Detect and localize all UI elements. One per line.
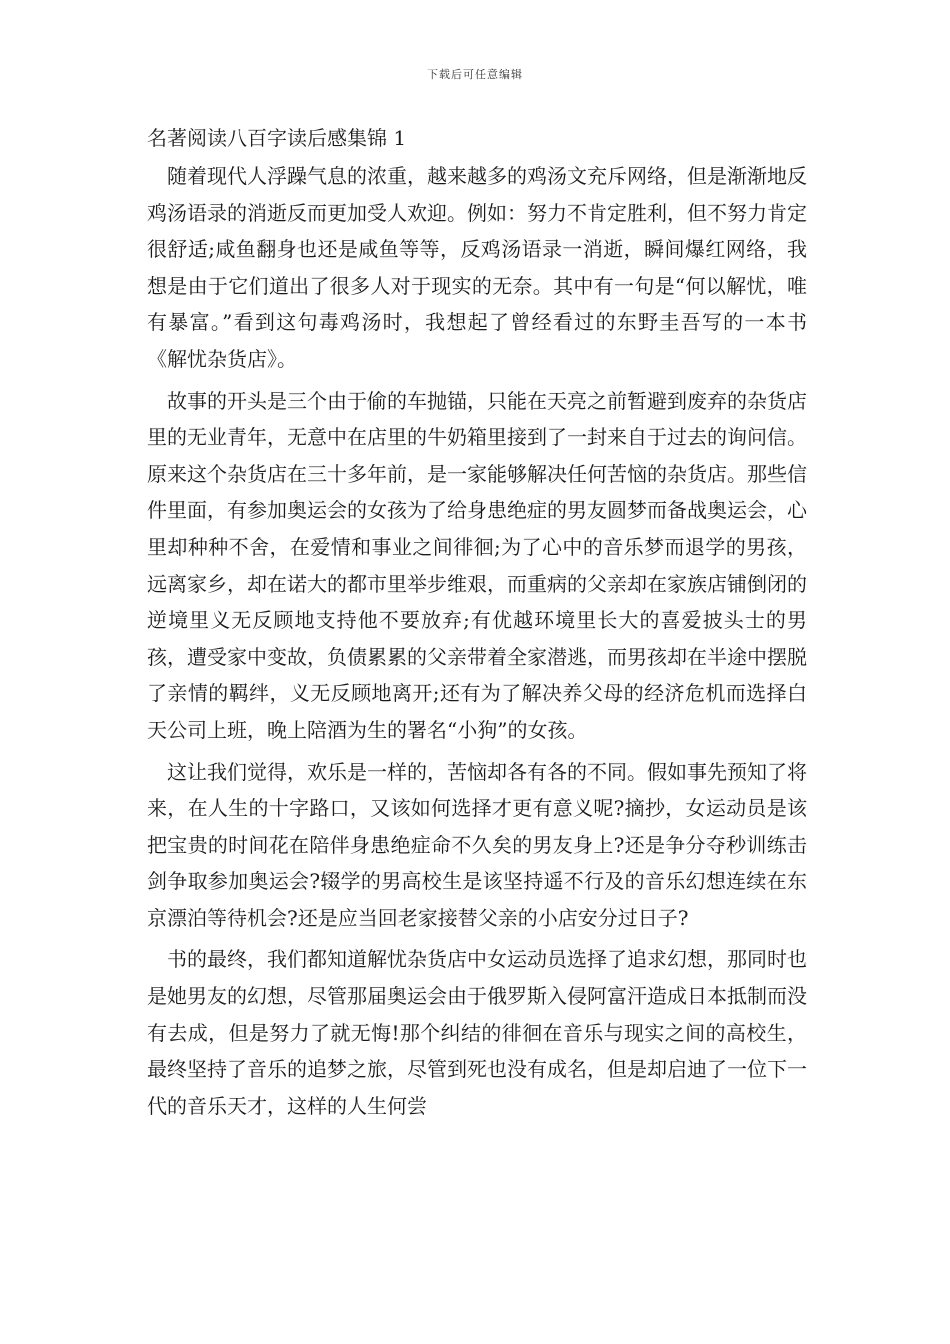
header-note: 下载后可任意编辑 <box>427 68 523 81</box>
document-title: 名著阅读八百字读后感集锦 1 <box>147 126 407 150</box>
paragraph: 故事的开头是三个由于偷的车抛锚，只能在天亮之前暂避到废弃的杂货店里的无业青年，无意中在店里的牛奶箱里接到了一封来自于过去的询问信。原来这个杂货店在三十多年前，是一家能够解决任何苦恼的杂货店。那些信件里面，有参加奥运会的女孩为了给身患绝症的男友圆梦而备战奥运会，心里却种种不舍，在爱情和事业之间徘徊;为了心中的音乐梦而退学的男孩，远离家乡，却在诺大的都市里举步维艰，而重病的父亲却在家族店铺倒闭的逆境里义无反顾地支持他不要放弃;有优越环境里长大的喜爱披头士的男孩，遭受家中变故，负债累累的父亲带着全家潜逃，而男孩却在半途中摆脱了亲情的羁绊，义无反顾地离开;还有为了解决养父母的经济危机而选择白天公司上班，晚上陪酒为生的署名“小狗”的女孩。 <box>147 388 807 742</box>
paragraph: 这让我们觉得，欢乐是一样的，苦恼却各有各的不同。假如事先预知了将来，在人生的十字路口，又该如何选择才更有意义呢?摘抄，女运动员是该把宝贵的时间花在陪伴身患绝症命不久矣的男友身上?还是争分夺秒训练击剑争取参加奥运会?辍学的男高校生是该坚持遥不行及的音乐幻想连续在东京漂泊等待机会?还是应当回老家接替父亲的小店安分过日子? <box>147 759 807 930</box>
paragraph: 随着现代人浮躁气息的浓重，越来越多的鸡汤文充斥网络，但是渐渐地反鸡汤语录的消逝反而更加受人欢迎。例如：努力不肯定胜利，但不努力肯定很舒适;咸鱼翻身也还是咸鱼等等，反鸡汤语录一消逝，瞬间爆红网络，我想是由于它们道出了很多人对于现实的无奈。其中有一句是“何以解忧，唯有暴富。”看到这句毒鸡汤时，我想起了曾经看过的东野圭吾写的一本书《解忧杂货店》。 <box>147 164 807 371</box>
document-body <box>147 122 807 1129</box>
paragraph: 书的最终，我们都知道解忧杂货店中女运动员选择了追求幻想，那同时也是她男友的幻想，尽管那届奥运会由于俄罗斯入侵阿富汗造成日本抵制而没有去成，但是努力了就无悔!那个纠结的徘徊在音乐与现实之间的高校生，最终坚持了音乐的追梦之旅，尽管到死也没有成名，但是却启迪了一位下一代的音乐天才，这样的人生何尝 <box>147 947 807 1118</box>
